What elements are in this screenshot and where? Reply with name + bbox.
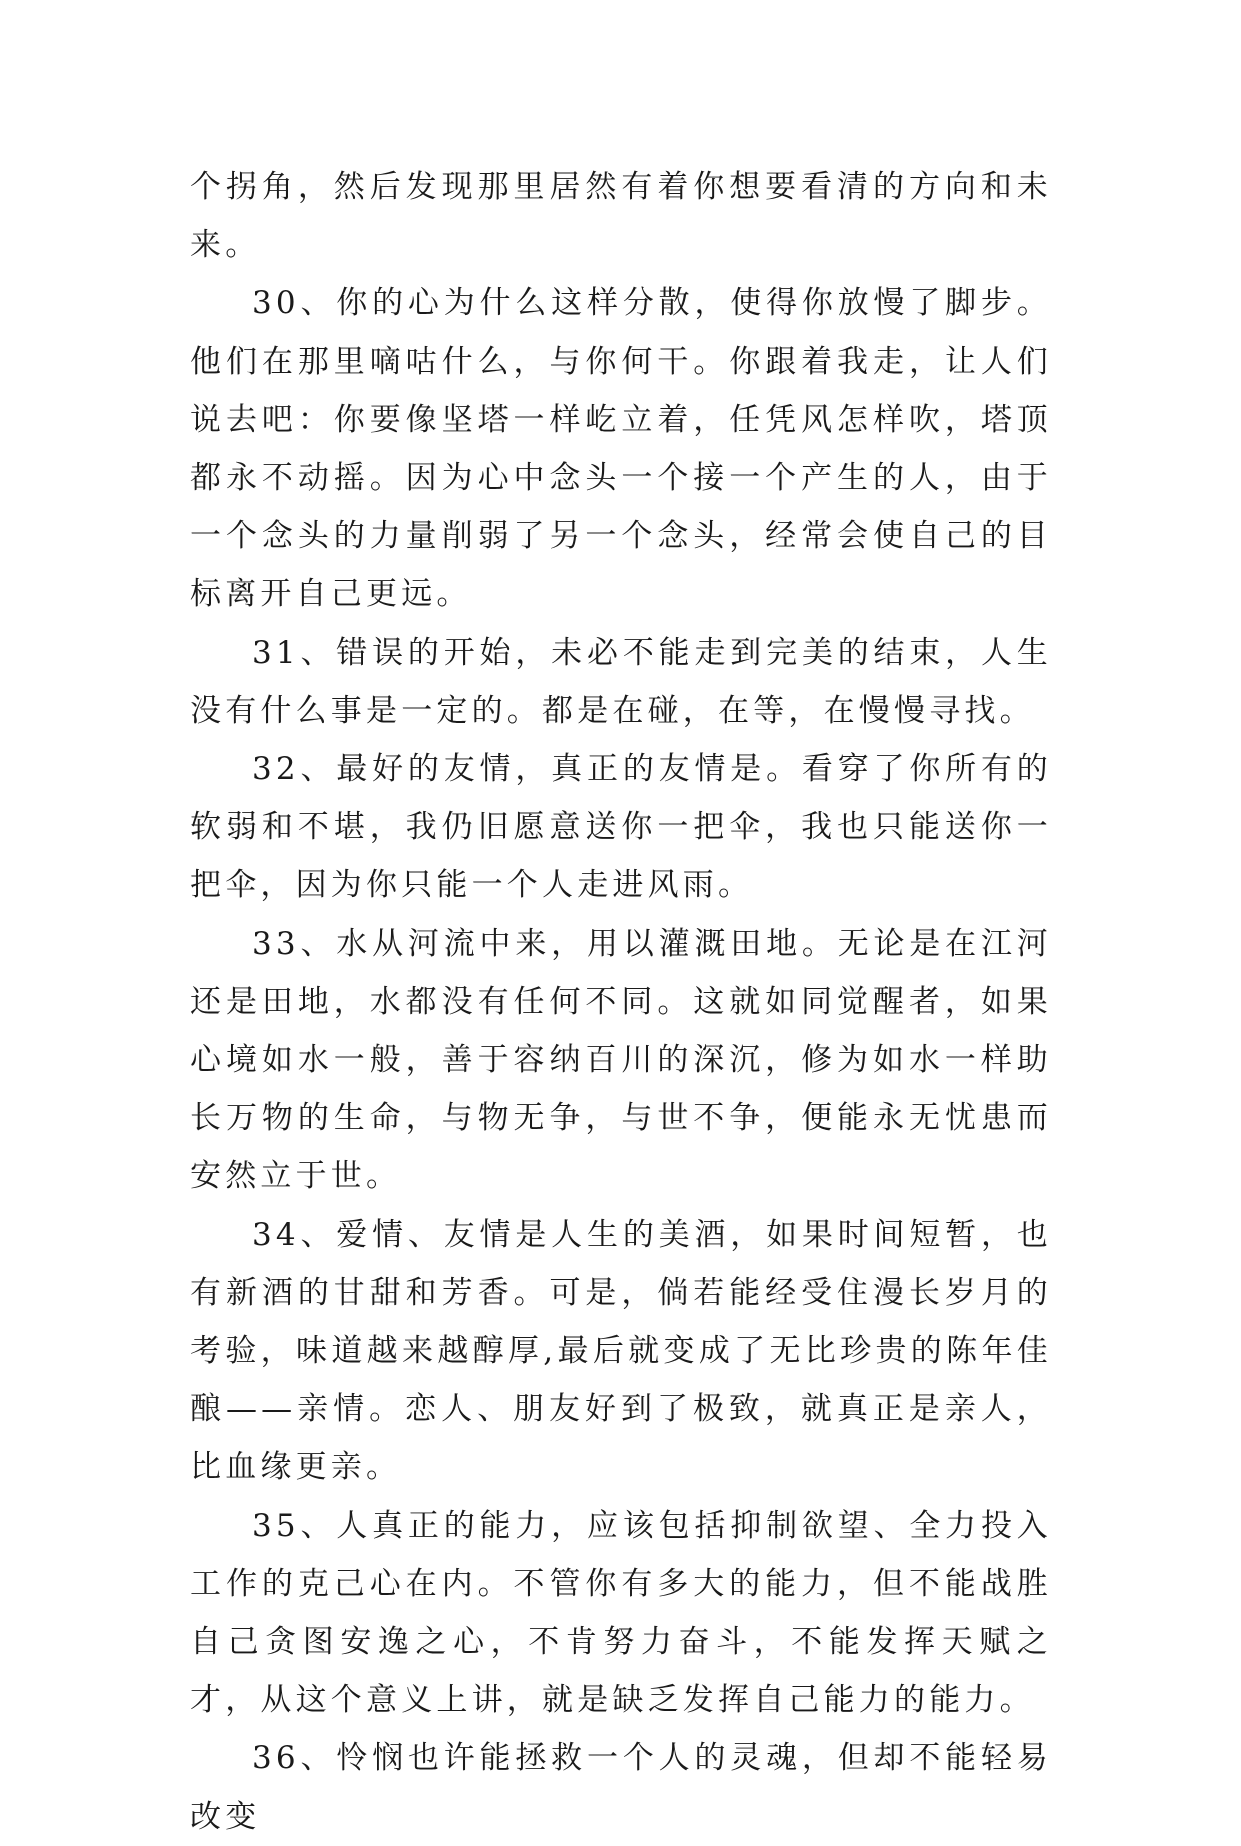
- paragraph-continuation: 个拐角，然后发现那里居然有着你想要看清的方向和未来。: [190, 169, 1052, 264]
- paragraph-35: 35、人真正的能力，应该包括抑制欲望、全力投入工作的克己心在内。不管你有多大的能力，但不能战胜自己贪图安逸之心，不肯努力奋斗，不能发挥天赋之才，从这个意义上讲，就是缺乏发挥自己能力的能力。: [190, 1507, 1052, 1719]
- paragraph-31: 31、错误的开始，未必不能走到完美的结束，人生没有什么事是一定的。都是在碰，在等，在慢慢寻找。: [190, 634, 1052, 729]
- paragraph-33: 33、水从河流中来，用以灌溉田地。无论是在江河还是田地，水都没有任何不同。这就如同觉醒者，如果心境如水一般，善于容纳百川的深沉，修为如水一样助长万物的生命，与物无争，与世不争，便能永无忧患而安然立于世。: [190, 925, 1052, 1195]
- paragraph-32: 32、最好的友情，真正的友情是。看穿了你所有的软弱和不堪，我仍旧愿意送你一把伞，我也只能送你一把伞，因为你只能一个人走进风雨。: [190, 751, 1052, 904]
- document-body: [190, 158, 1052, 1846]
- paragraph-34: 34、爱情、友情是人生的美酒，如果时间短暂，也有新酒的甘甜和芳香。可是，倘若能经受住漫长岁月的考验，味道越来越醇厚,最后就变成了无比珍贵的陈年佳酿——亲情。恋人、朋友好到了极致，就真正是亲人，比血缘更亲。: [190, 1216, 1052, 1486]
- paragraph-30: 30、你的心为什么这样分散，使得你放慢了脚步。他们在那里嘀咕什么，与你何干。你跟着我走，让人们说去吧：你要像坚塔一样屹立着，任凭风怎样吹，塔顶都永不动摇。因为心中念头一个接一个产生的人，由于一个念头的力量削弱了另一个念头，经常会使自己的目标离开自己更远。: [190, 285, 1052, 613]
- paragraph-36: 36、怜悯也许能拯救一个人的灵魂，但却不能轻易改变: [190, 1740, 1052, 1835]
